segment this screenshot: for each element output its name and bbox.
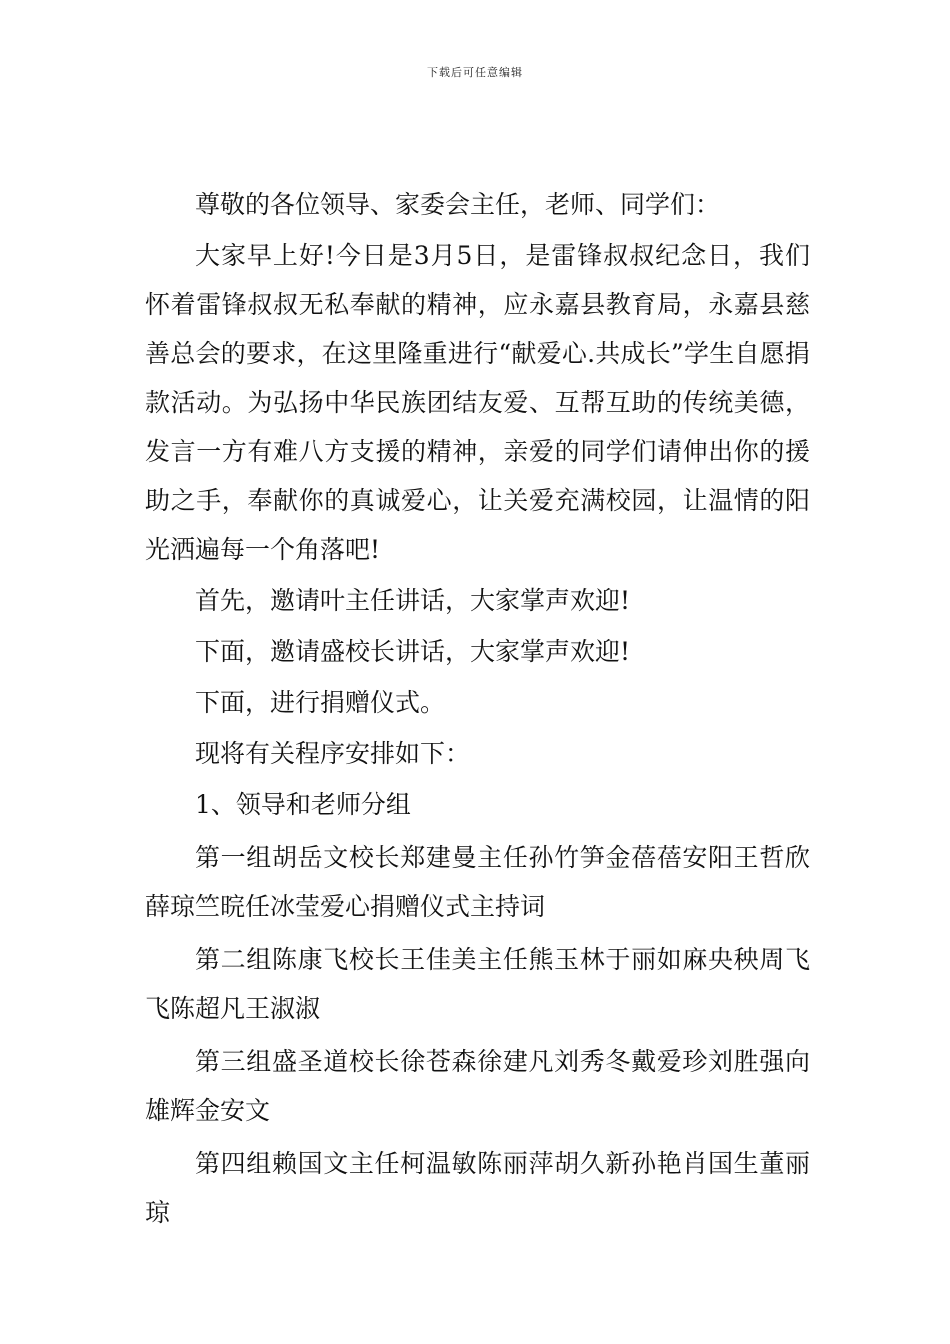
program-intro-paragraph: 现将有关程序安排如下：	[195, 739, 471, 768]
salutation-paragraph: 尊敬的各位领导、家委会主任，老师、同学们：	[195, 190, 721, 219]
group-two-paragraph: 第二组陈康飞校长王佳美主任熊玉林于丽如麻央秧周飞飞陈超凡王淑淑	[145, 945, 810, 1023]
group-three-paragraph: 第三组盛圣道校长徐苍森徐建凡刘秀冬戴爱珍刘胜强向雄辉金安文	[145, 1047, 810, 1125]
document-body	[145, 180, 810, 1241]
group-one-paragraph: 第一组胡岳文校长郑建曼主任孙竹笋金蓓蓓安阳王哲欣薛琼竺晥任冰莹爱心捐赠仪式主持词	[145, 843, 810, 921]
group-four-paragraph: 第四组赖国文主任柯温敏陈丽萍胡久新孙艳肖国生董丽琼	[145, 1149, 810, 1227]
invite-ye-paragraph: 首先，邀请叶主任讲话，大家掌声欢迎!	[195, 586, 631, 615]
ceremony-paragraph: 下面，进行捐赠仪式。	[195, 688, 446, 717]
invite-sheng-paragraph: 下面，邀请盛校长讲话，大家掌声欢迎!	[195, 637, 631, 666]
opening-paragraph: 大家早上好!今日是3月5日，是雷锋叔叔纪念日，我们怀着雷锋叔叔无私奉献的精神，应永嘉县教育局，永嘉县慈善总会的要求，在这里隆重进行“献爱心.共成长”学生自愿捐款活动。为弘扬中华民族团结友爱、互帮互助的传统美德，发言一方有难八方支援的精神，亲爱的同学们请伸出你的援助之手，奉献你的真诚爱心，让关爱充满校园，让温情的阳光洒遍每一个角落吧!	[145, 241, 810, 564]
grouping-heading: 1、领导和老师分组	[195, 790, 411, 819]
page-header-note: 下载后可任意编辑	[427, 66, 523, 79]
